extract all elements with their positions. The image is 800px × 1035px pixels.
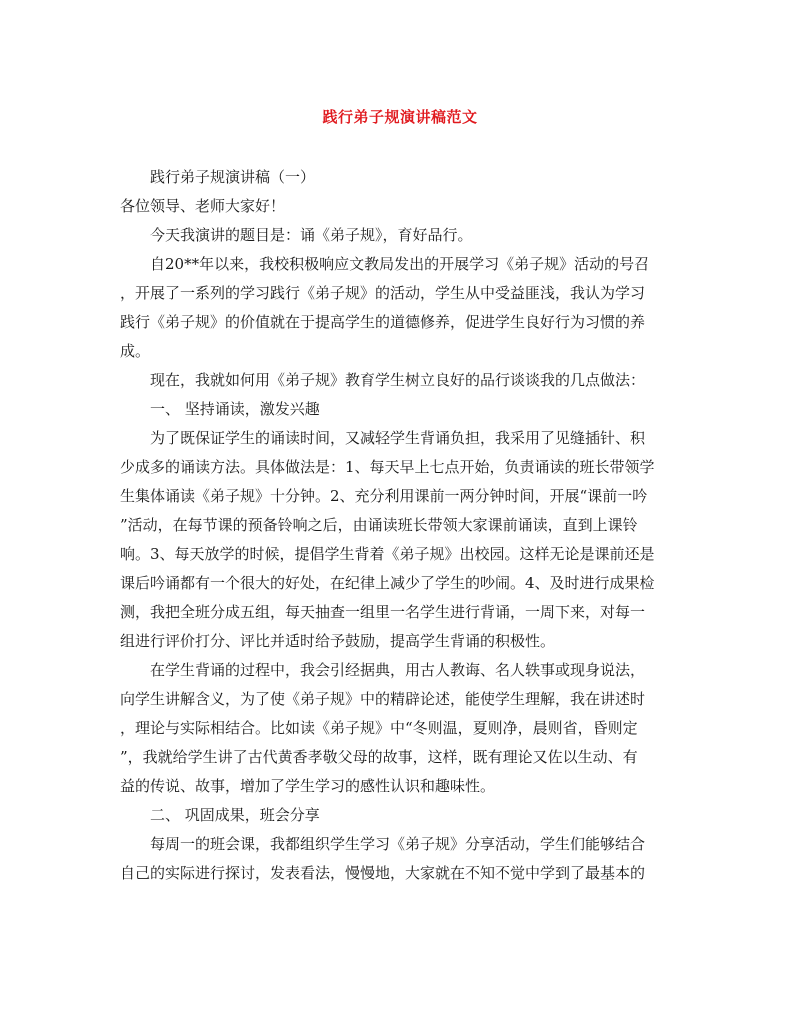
text-line: ，开展了一系列的学习践行《弟子规》的活动，学生从中受益匪浅，我认为学习	[120, 284, 646, 302]
text-line: 课后吟诵都有一个很大的好处，在纪律上减少了学生的吵闹。4、及时进行成果检	[120, 574, 655, 592]
text-line: 践行弟子规演讲稿（一）	[150, 168, 316, 186]
text-line: 各位领导、老师大家好！	[120, 197, 286, 215]
text-line: 益的传说、故事，增加了学生学习的感性认识和趣味性。	[120, 777, 496, 795]
text-line: ”，我就给学生讲了古代黄香孝敬父母的故事，这样，既有理论又佐以生动、有	[120, 748, 638, 766]
text-line: 响。3、每天放学的时候，提倡学生背着《弟子规》出校园。这样无论是课前还是	[120, 545, 655, 563]
text-line: 现在，我就如何用《弟子规》教育学生树立良好的品行谈谈我的几点做法：	[150, 371, 646, 389]
document-body	[120, 163, 685, 888]
text-line: 成。	[120, 342, 151, 360]
document-title: 践行弟子规演讲稿范文	[322, 108, 478, 126]
text-line: 一、 坚持诵读，激发兴趣	[150, 400, 320, 418]
text-line: ，理论与实际相结合。比如读《弟子规》中“冬则温，夏则净，晨则省，昏则定	[120, 719, 638, 737]
text-line: 今天我演讲的题目是：诵《弟子规》，育好品行。	[150, 226, 473, 244]
text-line: 为了既保证学生的诵读时间，又减轻学生背诵负担，我采用了见缝插针、积	[150, 429, 646, 447]
text-line: 组进行评价打分、评比并适时给予鼓励，提高学生背诵的积极性。	[120, 632, 556, 650]
text-line: 测，我把全班分成五组，每天抽查一组里一名学生进行背诵，一周下来，对每一	[120, 603, 646, 621]
text-line: 向学生讲解含义，为了使《弟子规》中的精辟论述，能使学生理解，我在讲述时	[120, 690, 646, 708]
text-line: 践行《弟子规》的价值就在于提高学生的道德修养，促进学生良好行为习惯的养	[120, 313, 646, 331]
text-line: ”活动，在每节课的预备铃响之后，由诵读班长带领大家课前诵读，直到上课铃	[120, 516, 638, 534]
text-line: 自己的实际进行探讨，发表看法，慢慢地，大家就在不知不觉中学到了最基本的	[120, 864, 646, 882]
text-line: 二、 巩固成果，班会分享	[150, 806, 320, 824]
text-line: 少成多的诵读方法。具体做法是：1、每天早上七点开始，负责诵读的班长带领学	[120, 458, 655, 476]
text-line: 生集体诵读《弟子规》十分钟。2、充分利用课前一两分钟时间，开展“课前一吟	[120, 487, 648, 505]
text-line: 在学生背诵的过程中，我会引经据典，用古人教诲、名人轶事或现身说法，	[150, 661, 646, 679]
text-line: 自20**年以来，我校积极响应文教局发出的开展学习《弟子规》活动的号召	[150, 255, 650, 273]
text-line: 每周一的班会课，我都组织学生学习《弟子规》分享活动，学生们能够结合	[150, 835, 646, 853]
